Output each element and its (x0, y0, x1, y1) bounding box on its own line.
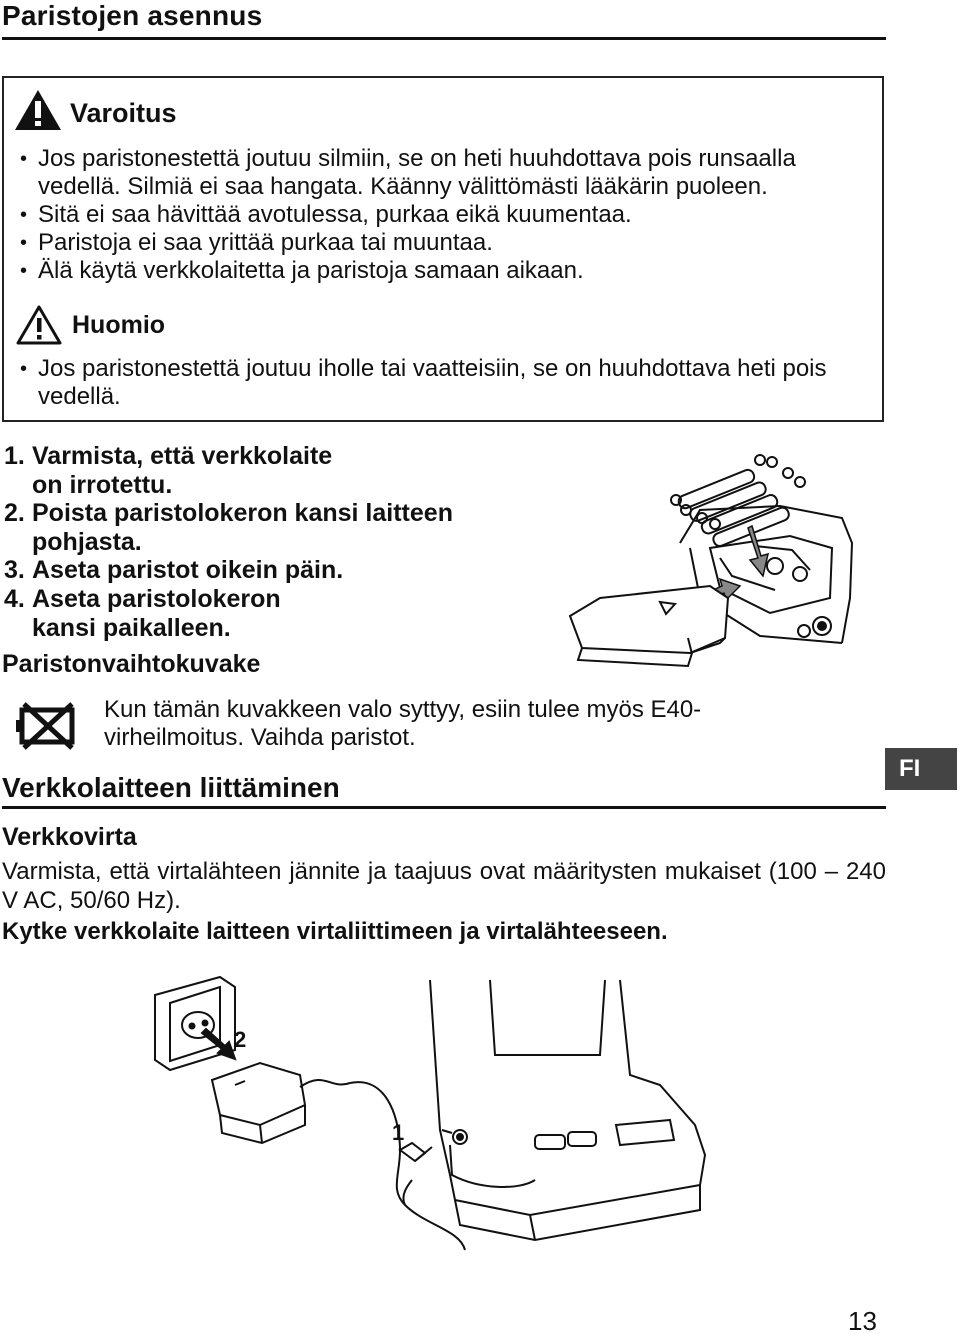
warning-title: Varoitus (70, 98, 177, 128)
step-item (4, 556, 524, 585)
caution-outline-icon (16, 304, 62, 346)
connect-instruction: Kytke verkkolaite laitteen virtaliittimeen ja virtalähteeseen. (2, 918, 668, 945)
warning-item: • Sitä ei saa hävittää avotulessa, purkaa eikä kuumentaa. (20, 201, 876, 229)
step-text: Aseta paristot oikein päin. (32, 556, 344, 585)
warning-filled-icon (13, 88, 63, 132)
page-title: Paristojen asennus (2, 0, 263, 31)
warning-item: • Jos paristonestettä joutuu silmiin, se on heti huuhdottava pois runsaalla vedellä. Silmiä ei saa hangata. Käänny välittömästi lääkärin puoleen. (20, 145, 876, 201)
step-number: 4. (4, 584, 25, 613)
caution-item: • Jos paristonestettä joutuu iholle tai vaatteisiin, se on huuhdottava heti pois vedellä. (20, 355, 876, 411)
battery-replace-icon (16, 700, 78, 752)
step-item (4, 585, 524, 642)
warning-list (20, 145, 876, 285)
warning-item: • Älä käytä verkkolaitetta ja paristoja samaan aikaan. (20, 257, 876, 285)
title-rule (2, 37, 886, 40)
caution-list (20, 355, 876, 411)
adapter-connection-figure (150, 975, 710, 1260)
step-number: 3. (4, 556, 25, 585)
caution-title: Huomio (72, 311, 166, 339)
connector-step-label: 1 (392, 1120, 405, 1145)
language-tab: FI (885, 748, 957, 790)
step-text: Varmista, että verkkolaite on irrotettu. (32, 442, 333, 499)
battery-icon-section-title: Paristonvaihtokuvake (2, 650, 261, 678)
page-number: 13 (848, 1306, 877, 1336)
step-number: 2. (4, 499, 25, 528)
plug-step-label: 2 (234, 1027, 247, 1052)
section-rule (2, 806, 886, 809)
battery-installation-figure (560, 448, 858, 680)
step-text: Aseta paristolokeron kansi paikalleen. (32, 584, 281, 642)
adapter-section-title: Verkkolaitteen liittäminen (2, 772, 340, 803)
step-item (4, 442, 524, 499)
adapter-section-subtitle: Verkkovirta (2, 823, 137, 851)
voltage-paragraph: Varmista, että virtalähteen jännite ja taajuus ovat määritysten mukaiset (100 – 240 V AC, 50/60 Hz). (2, 858, 886, 914)
warning-item: • Paristoja ei saa yrittää purkaa tai muuntaa. (20, 229, 876, 257)
battery-icon-description: Kun tämän kuvakkeen valo syttyy, esiin tulee myös E40-virheilmoitus. Vaihda paristot. (104, 696, 702, 751)
step-number: 1. (4, 442, 25, 470)
installation-steps (4, 442, 524, 642)
step-item (4, 499, 524, 556)
step-text: Poista paristolokeron kansi laitteen pohjasta. (32, 499, 453, 556)
